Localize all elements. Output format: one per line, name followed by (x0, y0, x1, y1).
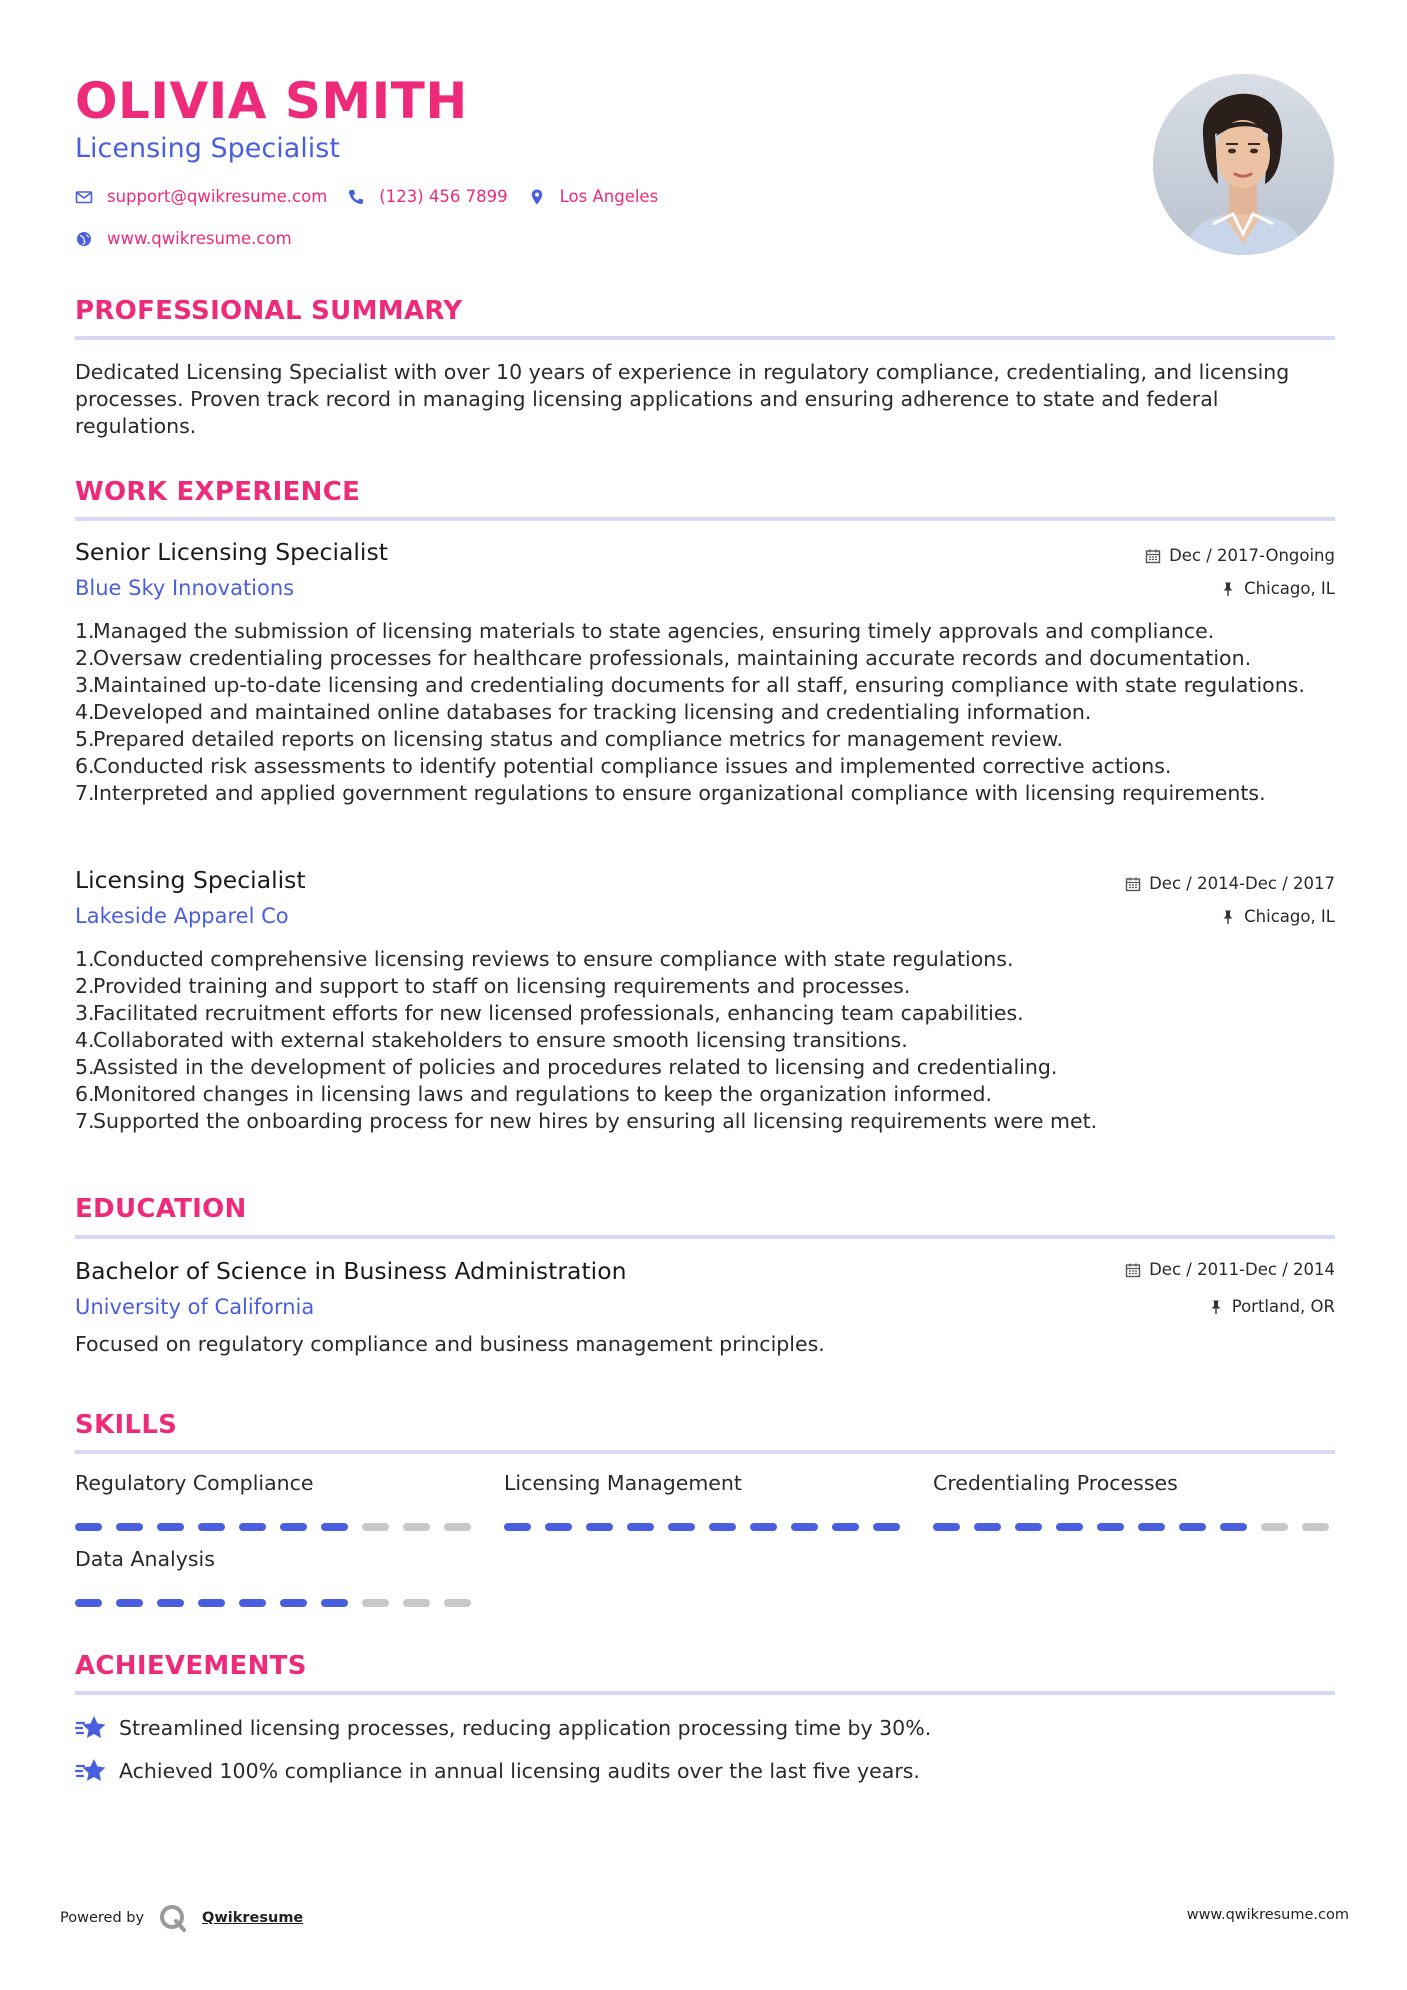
skill-dash-filled (239, 1599, 266, 1607)
list-number: 3. (75, 1001, 95, 1025)
job-title: Licensing Specialist (75, 866, 306, 894)
responsibility-text: Supported the onboarding process for new hires by ensuring all licensing requirements were met. (93, 1109, 1098, 1133)
skill-level-meter (504, 1523, 914, 1531)
globe-icon (75, 230, 93, 248)
list-number: 6. (75, 754, 95, 778)
skill-dash-empty (444, 1599, 471, 1607)
skill-dash-filled (75, 1523, 102, 1531)
contact-location (528, 187, 659, 206)
job-company: Lakeside Apparel Co (75, 904, 289, 928)
skill-dash-empty (403, 1599, 430, 1607)
list-number: 1. (75, 947, 95, 971)
responsibility-item (75, 753, 1335, 780)
job-location (1220, 579, 1335, 598)
pushpin-icon (1220, 581, 1236, 597)
skill-dash-filled (627, 1523, 654, 1531)
skill-dash-filled (832, 1523, 859, 1531)
portrait-image (1153, 74, 1334, 255)
pushpin-icon (1208, 1299, 1224, 1315)
responsibility-item (75, 973, 1335, 1000)
job-title: Senior Licensing Specialist (75, 538, 388, 566)
achievement-text: Streamlined licensing processes, reducing application processing time by 30%. (119, 1716, 932, 1740)
section-heading-summary: PROFESSIONAL SUMMARY (75, 296, 463, 326)
phone-icon (347, 188, 365, 206)
responsibility-item (75, 780, 1335, 807)
email-text: support@qwikresume.com (107, 187, 328, 206)
skill-dash-filled (974, 1523, 1001, 1531)
section-divider (75, 1691, 1335, 1695)
contact-row-web (75, 229, 312, 248)
job-responsibilities (75, 946, 1335, 1135)
responsibility-text: Prepared detailed reports on licensing status and compliance metrics for management review. (93, 727, 1063, 751)
list-number: 4. (75, 700, 95, 724)
responsibility-item (75, 618, 1335, 645)
responsibility-text: Managed the submission of licensing materials to state agencies, ensuring timely approvals and compliance. (93, 619, 1215, 643)
skill-dash-filled (545, 1523, 572, 1531)
envelope-icon (75, 188, 93, 206)
skill-dash-empty (1261, 1523, 1288, 1531)
list-number: 2. (75, 646, 95, 670)
skill-item (75, 1547, 475, 1571)
skill-dash-filled (198, 1523, 225, 1531)
job-location-text: Chicago, IL (1244, 907, 1335, 926)
star-icon (75, 1713, 107, 1743)
skill-level-meter (933, 1523, 1343, 1531)
calendar-icon (1125, 876, 1141, 892)
skill-item (504, 1471, 904, 1495)
education-dates-text: Dec / 2011-Dec / 2014 (1149, 1260, 1335, 1279)
phone-text: (123) 456 7899 (379, 187, 508, 206)
candidate-name: OLIVIA SMITH (75, 72, 468, 130)
skill-dash-filled (321, 1523, 348, 1531)
education-location (1208, 1297, 1335, 1316)
education-school: University of California (75, 1295, 315, 1319)
section-divider (75, 517, 1335, 521)
skill-level-meter (75, 1599, 485, 1607)
education-description: Focused on regulatory compliance and business management principles. (75, 1332, 825, 1356)
education-location-text: Portland, OR (1231, 1297, 1335, 1316)
location-text: Los Angeles (559, 187, 659, 206)
job-dates-text: Dec / 2017-Ongoing (1169, 546, 1335, 565)
profile-photo (1153, 74, 1334, 255)
achievement-text: Achieved 100% compliance in annual licensing audits over the last five years. (119, 1759, 920, 1783)
list-number: 6. (75, 1082, 95, 1106)
skill-dash-filled (116, 1523, 143, 1531)
job-dates (1145, 546, 1335, 565)
skill-dash-empty (362, 1523, 389, 1531)
summary-text: Dedicated Licensing Specialist with over 10 years of experience in regulatory compliance, credentialing, and licensing processes. Proven track record in managing licensing applications and ensuring adherence to state and federal regulations. (75, 360, 1290, 438)
section-divider (75, 1450, 1335, 1454)
responsibility-item (75, 672, 1335, 699)
skill-dash-filled (239, 1523, 266, 1531)
footer-url[interactable]: www.qwikresume.com (1186, 1907, 1349, 1923)
skill-dash-filled (873, 1523, 900, 1531)
achievement-item (75, 1756, 920, 1786)
skill-name: Credentialing Processes (933, 1471, 1178, 1495)
skill-level-meter (75, 1523, 485, 1531)
skill-dash-filled (750, 1523, 777, 1531)
skill-dash-filled (280, 1599, 307, 1607)
skill-name: Licensing Management (504, 1471, 742, 1495)
responsibility-item (75, 1000, 1335, 1027)
job-company: Blue Sky Innovations (75, 576, 295, 600)
skill-dash-filled (668, 1523, 695, 1531)
contact-phone[interactable] (347, 187, 507, 206)
list-number: 5. (75, 1055, 95, 1079)
responsibility-item (75, 1081, 1335, 1108)
list-number: 7. (75, 1109, 95, 1133)
responsibility-text: Provided training and support to staff on licensing requirements and processes. (93, 974, 911, 998)
responsibility-text: Assisted in the development of policies and procedures related to licensing and credentialing. (93, 1055, 1058, 1079)
job-responsibilities (75, 618, 1335, 807)
contact-row (75, 187, 678, 206)
skill-dash-empty (362, 1599, 389, 1607)
skill-dash-filled (504, 1523, 531, 1531)
skill-item (933, 1471, 1333, 1495)
skill-dash-filled (1138, 1523, 1165, 1531)
section-heading-experience: WORK EXPERIENCE (75, 477, 361, 507)
responsibility-text: Conducted risk assessments to identify potential compliance issues and implemented corrective actions. (93, 754, 1172, 778)
candidate-title: Licensing Specialist (75, 133, 340, 164)
skill-dash-filled (321, 1599, 348, 1607)
skill-dash-filled (709, 1523, 736, 1531)
responsibility-text: Interpreted and applied government regulations to ensure organizational compliance with licensing requirements. (93, 781, 1266, 805)
contact-email[interactable] (75, 187, 327, 206)
responsibility-item (75, 1108, 1335, 1135)
pushpin-icon (1220, 909, 1236, 925)
skill-dash-filled (198, 1599, 225, 1607)
skill-name: Regulatory Compliance (75, 1471, 314, 1495)
skill-dash-filled (1015, 1523, 1042, 1531)
qwikresume-link[interactable]: Qwikresume (202, 1910, 304, 1926)
section-heading-achievements: ACHIEVEMENTS (75, 1651, 307, 1681)
section-heading-skills: SKILLS (75, 1410, 178, 1440)
skill-dash-filled (586, 1523, 613, 1531)
responsibility-text: Collaborated with external stakeholders to ensure smooth licensing transitions. (93, 1028, 908, 1052)
skill-dash-empty (444, 1523, 471, 1531)
skill-dash-empty (1302, 1523, 1329, 1531)
responsibility-text: Conducted comprehensive licensing reviews to ensure compliance with state regulations. (93, 947, 1014, 971)
skill-item (75, 1471, 475, 1495)
responsibility-text: Monitored changes in licensing laws and regulations to keep the organization informed. (93, 1082, 993, 1106)
star-icon (75, 1756, 107, 1786)
responsibility-item (75, 946, 1335, 973)
responsibility-item (75, 699, 1335, 726)
powered-by-text: Powered by (60, 1910, 145, 1926)
skill-name: Data Analysis (75, 1547, 215, 1571)
skill-dash-filled (1220, 1523, 1247, 1531)
skill-dash-filled (75, 1599, 102, 1607)
map-pin-icon (528, 188, 546, 206)
list-number: 2. (75, 974, 95, 998)
qwikresume-logo-icon (158, 1903, 188, 1933)
section-divider (75, 336, 1335, 340)
list-number: 7. (75, 781, 95, 805)
job-dates (1125, 874, 1335, 893)
responsibility-item (75, 1027, 1335, 1054)
skill-dash-filled (1056, 1523, 1083, 1531)
responsibility-text: Facilitated recruitment efforts for new licensed professionals, enhancing team capabilities. (93, 1001, 1024, 1025)
achievement-item (75, 1713, 931, 1743)
responsibility-item (75, 645, 1335, 672)
skill-dash-filled (157, 1523, 184, 1531)
list-number: 3. (75, 673, 95, 697)
skill-dash-filled (116, 1599, 143, 1607)
skill-dash-filled (280, 1523, 307, 1531)
job-location-text: Chicago, IL (1244, 579, 1335, 598)
education-dates (1125, 1260, 1335, 1279)
responsibility-text: Maintained up-to-date licensing and credentialing documents for all staff, ensuring compliance with state regulations. (93, 673, 1305, 697)
responsibility-text: Oversaw credentialing processes for healthcare professionals, maintaining accurate records and documentation. (93, 646, 1252, 670)
footer-powered-by (60, 1903, 303, 1933)
responsibility-text: Developed and maintained online databases for tracking licensing and credentialing information. (93, 700, 1092, 724)
list-number: 4. (75, 1028, 95, 1052)
list-number: 1. (75, 619, 95, 643)
responsibility-item (75, 726, 1335, 753)
education-degree: Bachelor of Science in Business Administration (75, 1257, 627, 1285)
skill-dash-empty (403, 1523, 430, 1531)
skill-dash-filled (933, 1523, 960, 1531)
section-divider (75, 1235, 1335, 1239)
contact-website[interactable] (75, 229, 292, 248)
job-location (1220, 907, 1335, 926)
skill-dash-filled (1179, 1523, 1206, 1531)
section-heading-education: EDUCATION (75, 1194, 247, 1224)
responsibility-item (75, 1054, 1335, 1081)
calendar-icon (1125, 1262, 1141, 1278)
job-dates-text: Dec / 2014-Dec / 2017 (1149, 874, 1335, 893)
skill-dash-filled (157, 1599, 184, 1607)
list-number: 5. (75, 727, 95, 751)
skill-dash-filled (791, 1523, 818, 1531)
skill-dash-filled (1097, 1523, 1124, 1531)
calendar-icon (1145, 548, 1161, 564)
website-text: www.qwikresume.com (107, 229, 292, 248)
